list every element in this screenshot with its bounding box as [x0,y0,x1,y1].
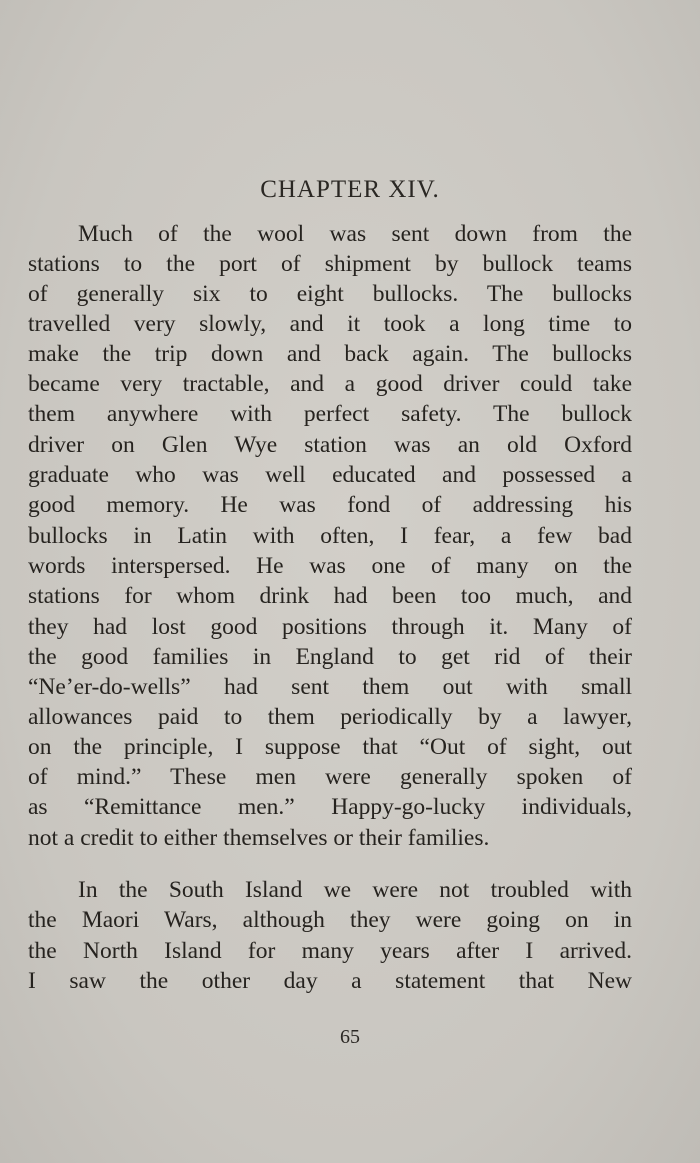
paragraph-1-line-7: them anywhere with perfect safety. The bullock [28,401,632,427]
paragraph-1-line-4: travelled very slowly, and it took a long time to [28,311,632,337]
paragraph-2-line-3: the North Island for many years after I arrived. [28,938,632,964]
paragraph-2-line-2: the Maori Wars, although they were going on in [28,907,632,933]
paragraph-1-line-20: as “Remittance men.” Happy-go-lucky individuals, [28,794,632,820]
paragraph-1-line-13: stations for whom drink had been too much, and [28,583,632,609]
paragraph-1-line-1: Much of the wool was sent down from the [78,221,632,247]
paragraph-2-line-4: I saw the other day a statement that New [28,968,632,994]
paragraph-1-line-2: stations to the port of shipment by bullock teams [28,251,632,277]
chapter-heading: CHAPTER XIV. [260,176,440,203]
paragraph-1-line-16: “Ne’er-do-wells” had sent them out with small [28,674,632,700]
page-number: 65 [340,1026,360,1048]
paragraph-1-line-11: bullocks in Latin with often, I fear, a few bad [28,523,632,549]
paragraph-1-line-14: they had lost good positions through it. Many of [28,614,632,640]
paragraph-1-line-15: the good families in England to get rid of their [28,644,632,670]
paragraph-1-line-17: allowances paid to them periodically by a lawyer, [28,704,632,730]
paragraph-1-line-18: on the principle, I suppose that “Out of sight, out [28,734,632,760]
paragraph-1-line-5: make the trip down and back again. The bullocks [28,341,632,367]
paragraph-1-line-19: of mind.” These men were generally spoken of [28,764,632,790]
paragraph-1-line-9: graduate who was well educated and possessed a [28,462,632,488]
paragraph-1-line-10: good memory. He was fond of addressing his [28,492,632,518]
paragraph-1-line-21: not a credit to either themselves or their families. [28,825,490,851]
paragraph-1-line-3: of generally six to eight bullocks. The bullocks [28,281,632,307]
paragraph-1-line-8: driver on Glen Wye station was an old Oxford [28,432,632,458]
paragraph-1-line-12: words interspersed. He was one of many on the [28,553,632,579]
paragraph-1-line-6: became very tractable, and a good driver could take [28,371,632,397]
paragraph-2-line-1: In the South Island we were not troubled with [78,877,632,903]
